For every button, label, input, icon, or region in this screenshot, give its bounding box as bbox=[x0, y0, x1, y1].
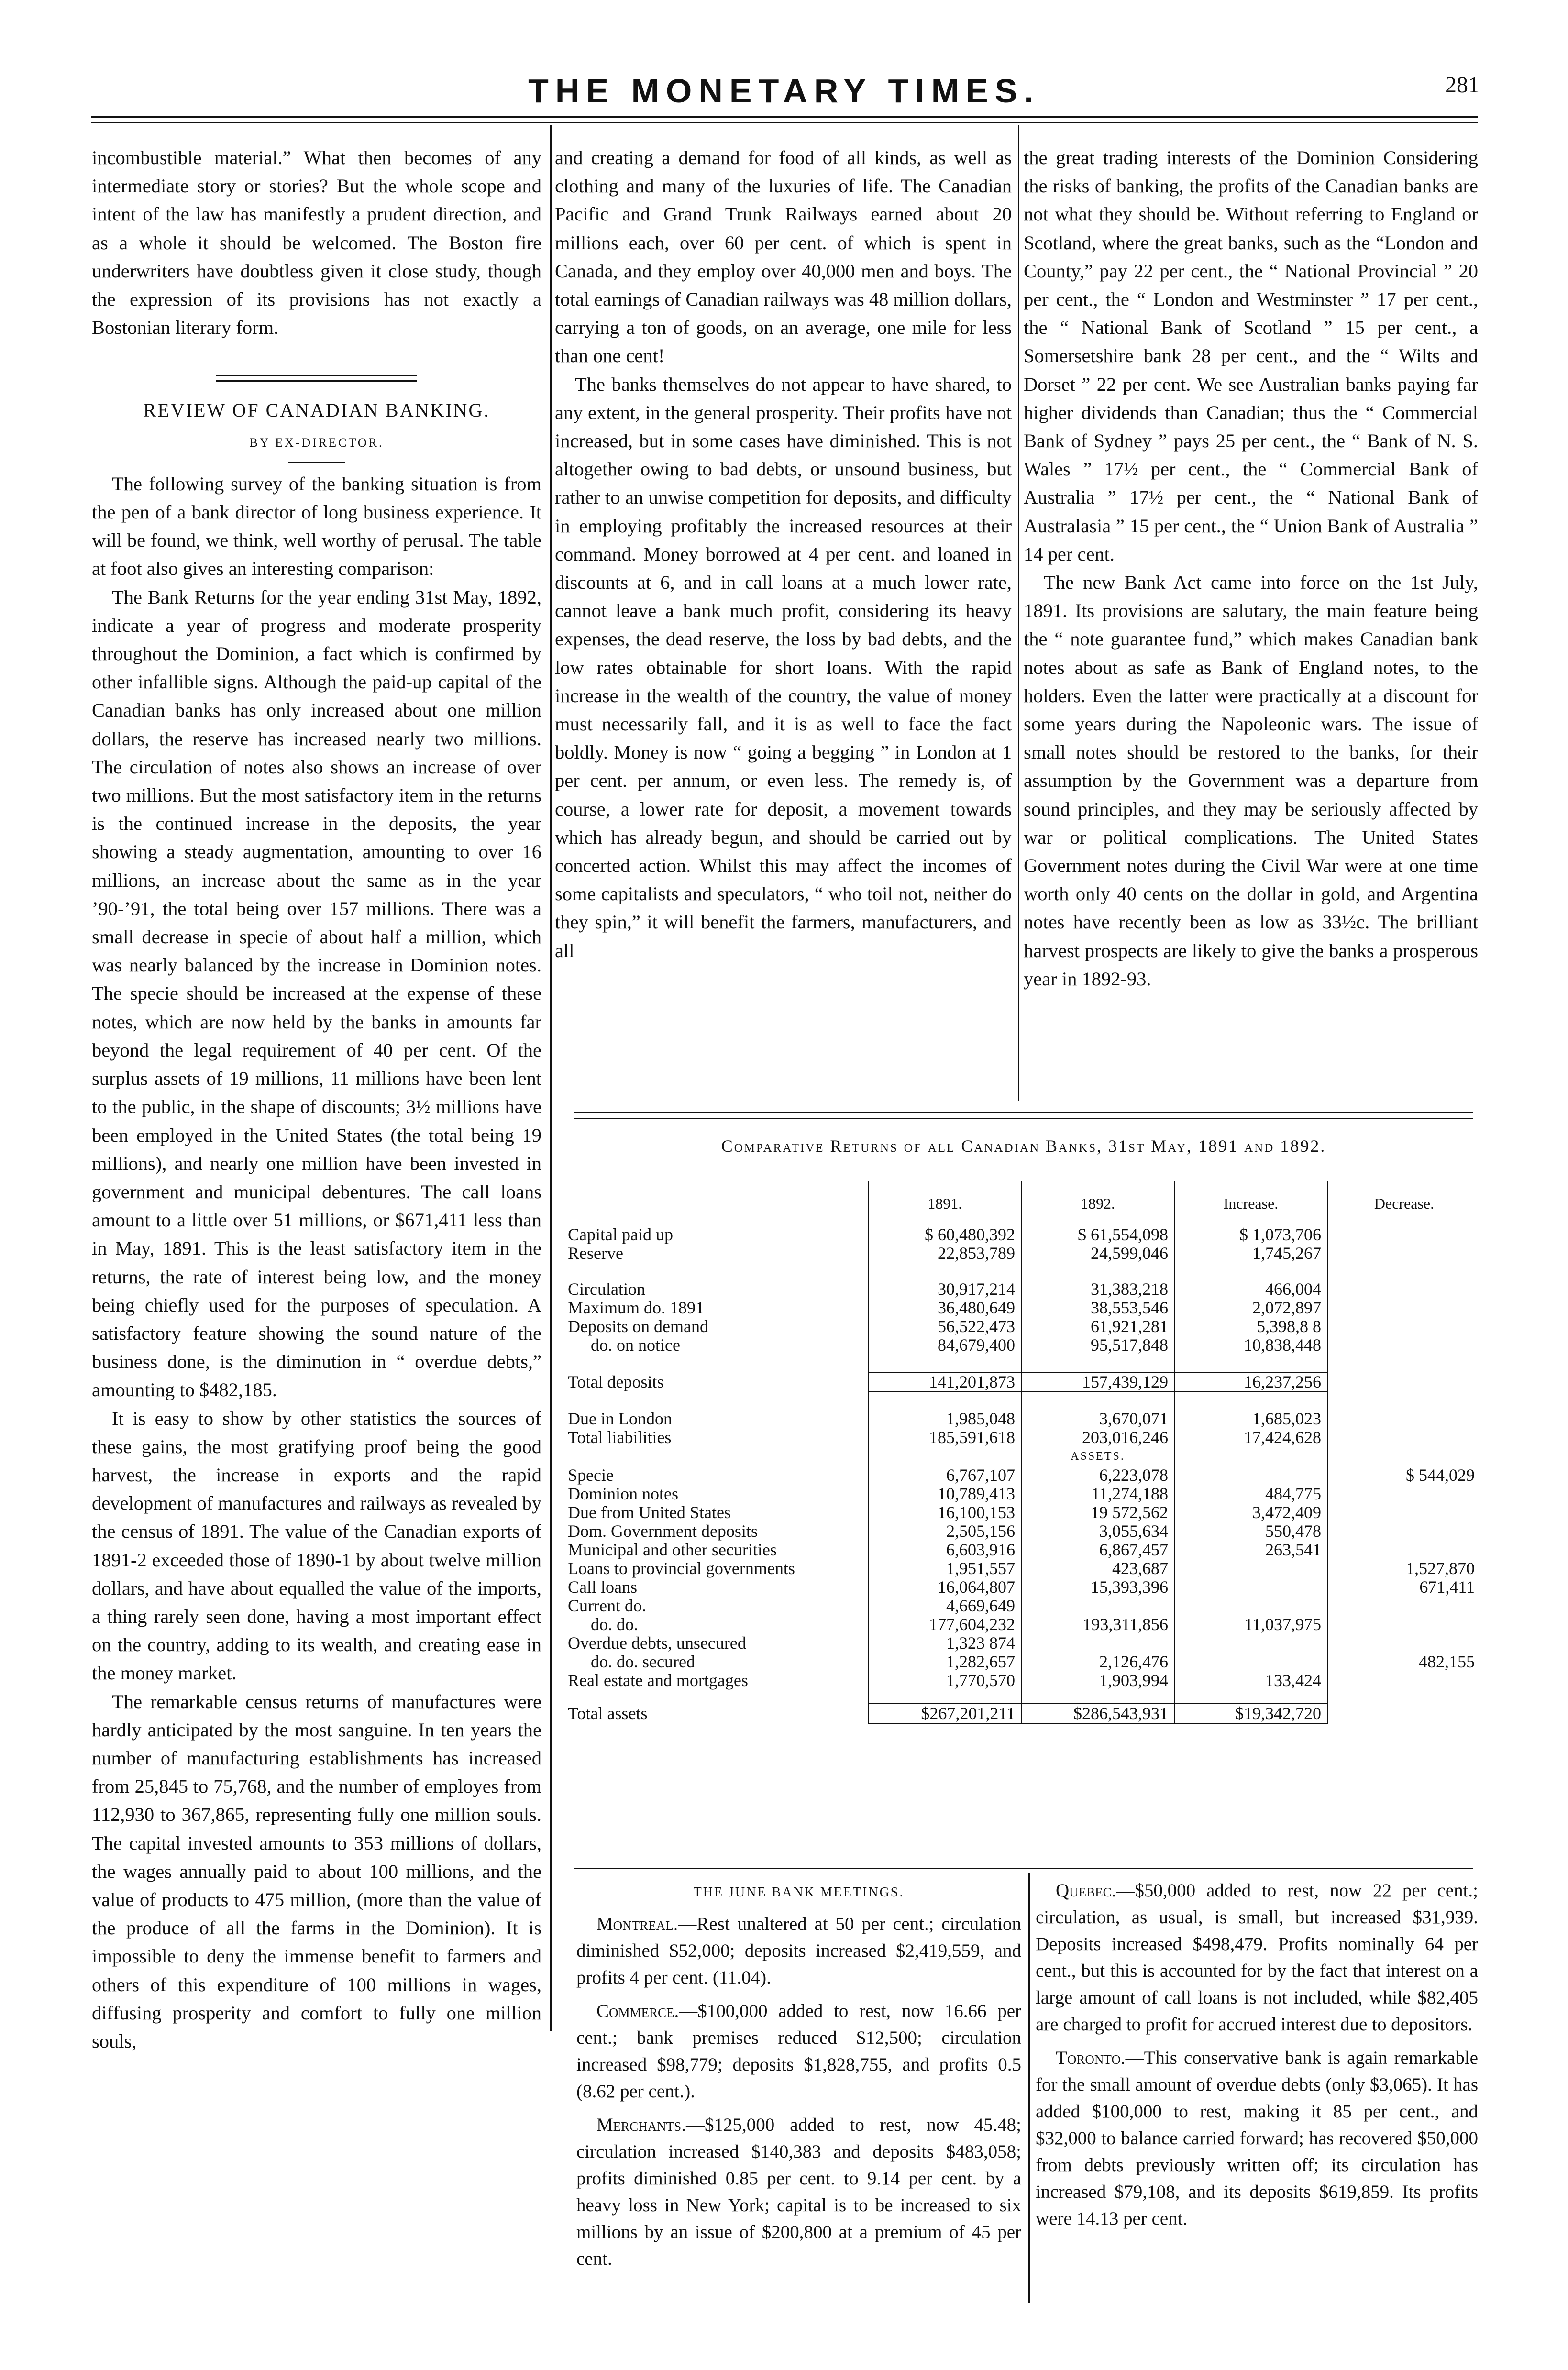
cell-value: 482,155 bbox=[1327, 1653, 1480, 1671]
table-row bbox=[562, 1225, 1480, 1244]
cell-value: 6,767,107 bbox=[868, 1466, 1021, 1485]
spacer-cell bbox=[1327, 1263, 1480, 1280]
cell-value: 3,670,071 bbox=[1021, 1410, 1174, 1428]
spacer-cell bbox=[1327, 1355, 1480, 1372]
spacer-cell bbox=[562, 1263, 868, 1280]
spacer-cell bbox=[868, 1392, 1021, 1410]
cell-value bbox=[1174, 1578, 1327, 1597]
cell-value bbox=[1327, 1317, 1480, 1336]
cell-value: 157,439,129 bbox=[1021, 1372, 1174, 1392]
spacer-cell bbox=[562, 1355, 868, 1372]
cell-value bbox=[1174, 1597, 1327, 1615]
spacer-cell bbox=[1327, 1392, 1480, 1410]
section-divider bbox=[216, 375, 417, 382]
cell-value bbox=[1327, 1522, 1480, 1541]
cell-value bbox=[1327, 1372, 1480, 1392]
cell-value: 5,398,8 8 bbox=[1174, 1317, 1327, 1336]
cell-value: 38,553,546 bbox=[1021, 1299, 1174, 1317]
row-label: Maximum do. 1891 bbox=[568, 1298, 704, 1317]
page-number: 281 bbox=[1445, 72, 1480, 98]
spacer-cell bbox=[1021, 1263, 1174, 1280]
table-top-rule bbox=[574, 1118, 1473, 1119]
cell-value: $ 544,029 bbox=[1327, 1466, 1480, 1485]
table-header: 1891. bbox=[868, 1181, 1021, 1225]
cell-value: 671,411 bbox=[1327, 1578, 1480, 1597]
cell-value bbox=[1021, 1597, 1174, 1615]
cell-value: 16,064,807 bbox=[868, 1578, 1021, 1597]
article-byline: BY EX-DIRECTOR. bbox=[249, 435, 384, 450]
cell-value: 1,685,023 bbox=[1174, 1410, 1327, 1428]
table-row bbox=[562, 1503, 1480, 1522]
cell-value: 1,527,870 bbox=[1327, 1559, 1480, 1578]
table-row bbox=[562, 1244, 1480, 1263]
row-label: Dominion notes bbox=[568, 1484, 678, 1503]
table-row bbox=[562, 1615, 1480, 1634]
cell-value: 484,775 bbox=[1174, 1485, 1327, 1503]
table-row bbox=[562, 1336, 1480, 1355]
cell-value: 1,745,267 bbox=[1174, 1244, 1327, 1263]
cell-value bbox=[1327, 1503, 1480, 1522]
spacer-cell bbox=[562, 1392, 868, 1410]
row-label: Real estate and mortgages bbox=[568, 1671, 748, 1690]
cell-value: 466,004 bbox=[1174, 1280, 1327, 1299]
paragraph: The remarkable census returns of manufactures were hardly anticipated by the most sanguine. In ten years the number of manufacturing establishments has increased from 25,845 to 75,768, and the number of employes from 112,930 to 367,865, representing fully one million souls. The capital invested amounts to 353 millions of dollars, the wages annually paid to about 100 millions, and the value of products to 475 million, (more than the value of the produce of all the farms in the Dominion). It is impossible to deny the immense benefit to farmers and others of this expenditure of 100 millions in wages, diffusing prosperity and comfort to fully one million souls, bbox=[92, 1690, 541, 2052]
cell-value: 61,921,281 bbox=[1021, 1317, 1174, 1336]
cell-value bbox=[1327, 1541, 1480, 1559]
cell-value: 133,424 bbox=[1174, 1671, 1327, 1690]
spacer-cell bbox=[1327, 1447, 1480, 1466]
cell-value: 141,201,873 bbox=[868, 1372, 1021, 1392]
table-header: Increase. bbox=[1174, 1181, 1327, 1225]
cell-value: 1,985,048 bbox=[868, 1410, 1021, 1428]
cell-value: 24,599,046 bbox=[1021, 1244, 1174, 1263]
cell-value: $ 61,554,098 bbox=[1021, 1225, 1174, 1244]
table-row bbox=[562, 1578, 1480, 1597]
row-label: Total deposits bbox=[568, 1372, 664, 1391]
spacer-cell bbox=[868, 1263, 1021, 1280]
row-label: Overdue debts, unsecured bbox=[568, 1633, 746, 1653]
byline-rule bbox=[288, 462, 345, 463]
cell-value: $267,201,211 bbox=[868, 1704, 1021, 1723]
cell-value: $286,543,931 bbox=[1021, 1704, 1174, 1723]
spacer-cell bbox=[1174, 1690, 1327, 1704]
cell-value: 56,522,473 bbox=[868, 1317, 1021, 1336]
cell-value bbox=[1327, 1597, 1480, 1615]
cell-value bbox=[1327, 1280, 1480, 1299]
meeting-entry bbox=[576, 1911, 1021, 1991]
table-row bbox=[562, 1597, 1480, 1615]
row-label: Reserve bbox=[568, 1244, 623, 1263]
row-label: do. on notice bbox=[591, 1335, 680, 1355]
cell-value bbox=[1174, 1466, 1327, 1485]
spacer-cell bbox=[562, 1690, 868, 1704]
cell-value: 6,603,916 bbox=[868, 1541, 1021, 1559]
bank-name: Toronto. bbox=[1056, 2048, 1126, 2068]
bank-name: Merchants. bbox=[596, 2115, 686, 2135]
meeting-text: —This conservative bank is again remarkable for the small amount of overdue debts (only $3,065). It has added $100,000 to rest, making it 85 per cent., and $32,000 to balance carried forward; has recovered $50,000 from debts previously written off; its circulation has increased $79,108, and its deposits $619,859. Its profits were 14.13 per cent. bbox=[1036, 2048, 1478, 2229]
meeting-entry bbox=[1036, 2045, 1478, 2232]
row-label: Municipal and other securities bbox=[568, 1540, 777, 1559]
row-label: do. do. bbox=[591, 1615, 638, 1634]
cell-value: 1,282,657 bbox=[868, 1653, 1021, 1671]
table-row bbox=[562, 1428, 1480, 1447]
table-row bbox=[562, 1280, 1480, 1299]
meeting-text: —Rest unaltered at 50 per cent.; circulation diminished $52,000; deposits increased $2,419,559, and profits 4 per cent. (11.04). bbox=[576, 1914, 1021, 1988]
meetings-heading: THE JUNE BANK MEETINGS. bbox=[693, 1885, 905, 1900]
cell-value: 36,480,649 bbox=[868, 1299, 1021, 1317]
cell-value: $ 1,073,706 bbox=[1174, 1225, 1327, 1244]
row-label: Total liabilities bbox=[568, 1428, 672, 1447]
cell-value: 550,478 bbox=[1174, 1522, 1327, 1541]
table-row bbox=[562, 1410, 1480, 1428]
cell-value: 1,903,994 bbox=[1021, 1671, 1174, 1690]
cell-value: 3,055,634 bbox=[1021, 1522, 1174, 1541]
cell-value: 11,274,188 bbox=[1021, 1485, 1174, 1503]
cell-value: 1,770,570 bbox=[868, 1671, 1021, 1690]
table-bottom-rule bbox=[574, 1868, 1473, 1869]
paragraph: The banks themselves do not appear to have shared, to any extent, in the general prosperity. Their profits have not increased, but in some cases have diminished. This is not altogether owing to bad debts, or unsound business, but rather to an unwise competition for deposits, and difficulty in employing profitably the increased resources at their command. Money borrowed at 4 per cent. and loaned in discounts at 6, and in call loans at a much lower rate, cannot leave a bank much profit, considering its heavy expenses, the dead reserve, the loss by bad debts, and the low rates obtainable for short loans. With the rapid increase in the wealth of the country, the value of money must necessarily fall, and it is as well to face the fact boldly. Money is now “ going a begging ” in London at 1 per cent. per annum, or even less. The remedy is, of course, a lower rate for deposit, a movement towards which has already begun, and should be carried out by concerted action. Whilst this may affect the incomes of some capitalists and speculators, “ who toil not, neither do they spin,” it will benefit the farmers, manufacturers, and all bbox=[555, 373, 1012, 961]
paragraph: the great trading interests of the Dominion Considering the risks of banking, the profits of the Canadian banks are not what they should be. Without referring to England or Scotland, where the great banks, such as the “London and County,” pay 22 per cent., the “ National Provincial ” 20 per cent., the “ London and Westminster ” 17 per cent., the “ National Bank of Scotland ” 15 per cent., a Somersetshire bank 28 per cent., and the “ Wilts and Dorset ” 22 per cent. We see Australian banks paying far higher dividends than Canadian; thus the “ Commercial Bank of Sydney ” pays 25 per cent., the “ Bank of N. S. Wales ” 17½ per cent., the “ Commercial Bank of Australia ” 17½ per cent., the “ National Bank of Australasia ” 15 per cent., the “ Union Bank of Australia ” 14 per cent. bbox=[1024, 147, 1478, 565]
table-spacer bbox=[562, 1392, 1480, 1410]
cell-value bbox=[1327, 1634, 1480, 1653]
cell-value: 19 572,562 bbox=[1021, 1503, 1174, 1522]
cell-value bbox=[1327, 1299, 1480, 1317]
cell-value: 17,424,628 bbox=[1174, 1428, 1327, 1447]
cell-value: 6,223,078 bbox=[1021, 1466, 1174, 1485]
cell-value bbox=[1327, 1671, 1480, 1690]
table-spacer bbox=[562, 1263, 1480, 1280]
cell-value: $ 60,480,392 bbox=[868, 1225, 1021, 1244]
cell-value bbox=[1327, 1244, 1480, 1263]
cell-value bbox=[1327, 1615, 1480, 1634]
cell-value: 10,789,413 bbox=[868, 1485, 1021, 1503]
cell-value bbox=[1174, 1559, 1327, 1578]
row-label: Due from United States bbox=[568, 1503, 731, 1522]
paragraph: The new Bank Act came into force on the 1st July, 1891. Its provisions are salutary, the main feature being the “ note guarantee fund,” which makes Canadian bank notes about as safe as Bank of England notes, to the holders. Even the latter were practically at a discount for some years during the Napoleonic wars. The issue of small notes should be restored to the banks, for their assumption by the Government was a departure from sound principles, and they may be seriously affected by war or political complications. The United States Government notes during the Civil War were at one time worth only 40 cents on the dollar in gold, and Argentina notes have recently been as low as 33½c. The brilliant harvest prospects are likely to give the banks a prosperous year in 1892-93. bbox=[1024, 572, 1478, 990]
cell-value: 15,393,396 bbox=[1021, 1578, 1174, 1597]
cell-value: 193,311,856 bbox=[1021, 1615, 1174, 1634]
cell-value: 6,867,457 bbox=[1021, 1541, 1174, 1559]
paragraph: The following survey of the banking situation is from the pen of a bank director of long business experience. It will be found, we think, well worthy of perusal. The table at foot also gives an interesting comparison: bbox=[92, 473, 541, 580]
assets-heading: ASSETS. bbox=[1021, 1447, 1174, 1466]
spacer-cell bbox=[868, 1447, 1021, 1466]
cell-value: 3,472,409 bbox=[1174, 1503, 1327, 1522]
cell-value: 185,591,618 bbox=[868, 1428, 1021, 1447]
row-label: Capital paid up bbox=[568, 1225, 673, 1244]
paragraph: and creating a demand for food of all kinds, as well as clothing and many of the luxuries of life. The Canadian Pacific and Grand Trunk Railways earned about 20 millions each, over 60 per cent. of which is spent in Canada, and they employ over 40,000 men and boys. The total earnings of Canadian railways was 48 million dollars, carrying a ton of goods, on an average, one mile for less than one cent! bbox=[555, 147, 1012, 367]
meeting-text: —$100,000 added to rest, now 16.66 per cent.; bank premises reduced $12,500; circulation increased $98,779; deposits $1,828,755, and profits 0.5 (8.62 per cent.). bbox=[576, 2001, 1021, 2102]
spacer-cell bbox=[1174, 1447, 1327, 1466]
table-row bbox=[562, 1634, 1480, 1653]
spacer-cell bbox=[1174, 1263, 1327, 1280]
column-2 bbox=[555, 143, 1012, 965]
table-row bbox=[562, 1559, 1480, 1578]
table-header: Decrease. bbox=[1327, 1181, 1480, 1225]
row-label: Current do. bbox=[568, 1596, 646, 1615]
cell-value: 1,323 874 bbox=[868, 1634, 1021, 1653]
meetings-left bbox=[576, 1877, 1021, 2272]
cell-value: 177,604,232 bbox=[868, 1615, 1021, 1634]
cell-value: 22,853,789 bbox=[868, 1244, 1021, 1263]
cell-value: 2,072,897 bbox=[1174, 1299, 1327, 1317]
cell-value: 263,541 bbox=[1174, 1541, 1327, 1559]
paragraph: incombustible material.” What then becomes of any intermediate story or stories? But the whole scope and intent of the law has manifestly a prudent direction, and as a whole it should be welcomed. The Boston fire underwriters have doubtless given it close study, though the expression of its provisions has not exactly a Bostonian literary form. bbox=[92, 147, 541, 339]
masthead-title: THE MONETARY TIMES. bbox=[528, 72, 1040, 110]
row-label: do. do. secured bbox=[591, 1652, 695, 1671]
meeting-text: —$125,000 added to rest, now 45.48; circulation increased $140,383 and deposits $483,058; profits diminished 0.85 per cent. to 9.14 per cent. by a heavy loss in New York; capital is to be increased to six millions by an issue of $200,800 at a premium of 45 per cent. bbox=[576, 2115, 1021, 2269]
table-row bbox=[562, 1653, 1480, 1671]
cell-value: 2,126,476 bbox=[1021, 1653, 1174, 1671]
row-label: Loans to provincial governments bbox=[568, 1559, 795, 1578]
cell-value: 95,517,848 bbox=[1021, 1336, 1174, 1355]
cell-value: 31,383,218 bbox=[1021, 1280, 1174, 1299]
column-divider bbox=[550, 125, 552, 2031]
cell-value: 30,917,214 bbox=[868, 1280, 1021, 1299]
spacer-cell bbox=[868, 1690, 1021, 1704]
cell-value bbox=[1174, 1653, 1327, 1671]
column-divider bbox=[1028, 1873, 1030, 2303]
spacer-cell bbox=[1021, 1690, 1174, 1704]
row-label: Specie bbox=[568, 1466, 614, 1485]
top-rule bbox=[91, 116, 1478, 118]
table-row bbox=[562, 1317, 1480, 1336]
spacer-cell bbox=[868, 1355, 1021, 1372]
meeting-entry bbox=[1036, 1877, 1478, 2038]
cell-value: 203,016,246 bbox=[1021, 1428, 1174, 1447]
cell-value: $19,342,720 bbox=[1174, 1704, 1327, 1723]
cell-value bbox=[1327, 1485, 1480, 1503]
table-header bbox=[562, 1181, 868, 1225]
spacer-cell bbox=[1174, 1392, 1327, 1410]
cell-value: 84,679,400 bbox=[868, 1336, 1021, 1355]
spacer-cell bbox=[562, 1447, 868, 1466]
spacer-cell bbox=[1174, 1355, 1327, 1372]
column-1 bbox=[92, 143, 541, 2055]
cell-value: 4,669,649 bbox=[868, 1597, 1021, 1615]
spacer-cell bbox=[1021, 1355, 1174, 1372]
bank-name: Quebec. bbox=[1056, 1880, 1116, 1901]
row-label: Call loans bbox=[568, 1577, 637, 1597]
row-label: Dom. Government deposits bbox=[568, 1521, 758, 1541]
top-rule-thin bbox=[91, 122, 1478, 123]
table-header: 1892. bbox=[1021, 1181, 1174, 1225]
table-title: Comparative Returns of all Canadian Banks, 31st May, 1891 and 1892. bbox=[721, 1136, 1326, 1156]
cell-value bbox=[1327, 1410, 1480, 1428]
table-body bbox=[562, 1225, 1480, 1723]
cell-value: 16,237,256 bbox=[1174, 1372, 1327, 1392]
cell-value: 1,951,557 bbox=[868, 1559, 1021, 1578]
cell-value: 11,037,975 bbox=[1174, 1615, 1327, 1634]
meeting-entry bbox=[576, 2112, 1021, 2272]
row-label: Circulation bbox=[568, 1279, 645, 1299]
row-label: Deposits on demand bbox=[568, 1317, 708, 1336]
table-spacer bbox=[562, 1690, 1480, 1704]
cell-value bbox=[1327, 1704, 1480, 1723]
total-assets-row bbox=[562, 1704, 1480, 1723]
table-row bbox=[562, 1671, 1480, 1690]
cell-value bbox=[1021, 1634, 1174, 1653]
cell-value: 2,505,156 bbox=[868, 1522, 1021, 1541]
row-label: Total assets bbox=[568, 1704, 648, 1723]
spacer-cell bbox=[1021, 1392, 1174, 1410]
paragraph: The Bank Returns for the year ending 31st May, 1892, indicate a year of progress and moderate prosperity throughout the Dominion, a fact which is confirmed by other infallible signs. Although the paid-up capital of the Canadian banks has only increased about one million dollars, the reserve has increased nearly two millions. The circulation of notes also shows an increase of over two millions. But the most satisfactory item in the returns is the continued increase in the deposits, the year showing a steady augmentation, amounting to over 16 millions, an increase about the same as in the year ’90-’91, the total being over 157 millions. There was a small decrease in specie of about half a million, which was nearly balanced by the increase in Dominion notes. The specie should be increased at the expense of these notes, which are now held by the banks in amounts far beyond the legal requirement of 40 per cent. Of the surplus assets of 19 millions, 11 millions have been lent to the public, in the shape of discounts; 3½ millions have been employed in the United States (the total being 19 millions), and nearly one million have been invested in government and municipal debentures. The call loans amount to a little over 51 millions, or $671,411 less than in May, 1891. This is the least satisfactory item in the returns, the rate of interest being low, and the money being chiefly used for the purposes of speculation. A satisfactory feature showing the sound nature of the business done, is the diminution in “ overdue debts,” amounting to $482,185. bbox=[92, 586, 541, 1401]
row-label: Due in London bbox=[568, 1409, 672, 1428]
article-title: REVIEW OF CANADIAN BANKING. bbox=[143, 399, 490, 421]
cell-value bbox=[1327, 1428, 1480, 1447]
meetings-right bbox=[1036, 1877, 1478, 2232]
cell-value bbox=[1174, 1634, 1327, 1653]
table-row bbox=[562, 1541, 1480, 1559]
table-row bbox=[562, 1299, 1480, 1317]
paragraph: It is easy to show by other statistics the sources of these gains, the most gratifying proof being the good harvest, the increase in exports and the rapid development of manufactures and railways as revealed by the census of 1891. The value of the Canadian exports of 1891-2 exceeded those of 1890-1 by about twelve million dollars, and have about equalled the value of the imports, a thing rarely seen done, having a most important effect on the country, adding to its wealth, and creating ease in the money market. bbox=[92, 1407, 541, 1684]
bank-name: Commerce. bbox=[596, 2001, 679, 2021]
table-spacer bbox=[562, 1447, 1480, 1466]
cell-value: 10,838,448 bbox=[1174, 1336, 1327, 1355]
table-row bbox=[562, 1485, 1480, 1503]
meeting-text: —$50,000 added to rest, now 22 per cent.; circulation, as usual, is small, but increased $31,939. Deposits increased $498,479. Profits nominally 64 per cent., but this is accounted for by the fact that interest on a large amount of call loans is not included, while $82,405 are charged to profit for accrued interest due to depositors. bbox=[1036, 1880, 1478, 2035]
table-top-rule bbox=[574, 1112, 1473, 1113]
table-row bbox=[562, 1466, 1480, 1485]
bank-name: Montreal. bbox=[596, 1914, 678, 1934]
total-deposits-row bbox=[562, 1372, 1480, 1392]
table-spacer bbox=[562, 1355, 1480, 1372]
column-3 bbox=[1024, 143, 1478, 993]
cell-value bbox=[1327, 1225, 1480, 1244]
spacer-cell bbox=[1327, 1690, 1480, 1704]
comparative-returns-table bbox=[562, 1181, 1480, 1724]
table-row bbox=[562, 1522, 1480, 1541]
cell-value: 423,687 bbox=[1021, 1559, 1174, 1578]
cell-value: 16,100,153 bbox=[868, 1503, 1021, 1522]
cell-value bbox=[1327, 1336, 1480, 1355]
meeting-entry bbox=[576, 1998, 1021, 2105]
column-divider bbox=[1018, 125, 1019, 1101]
